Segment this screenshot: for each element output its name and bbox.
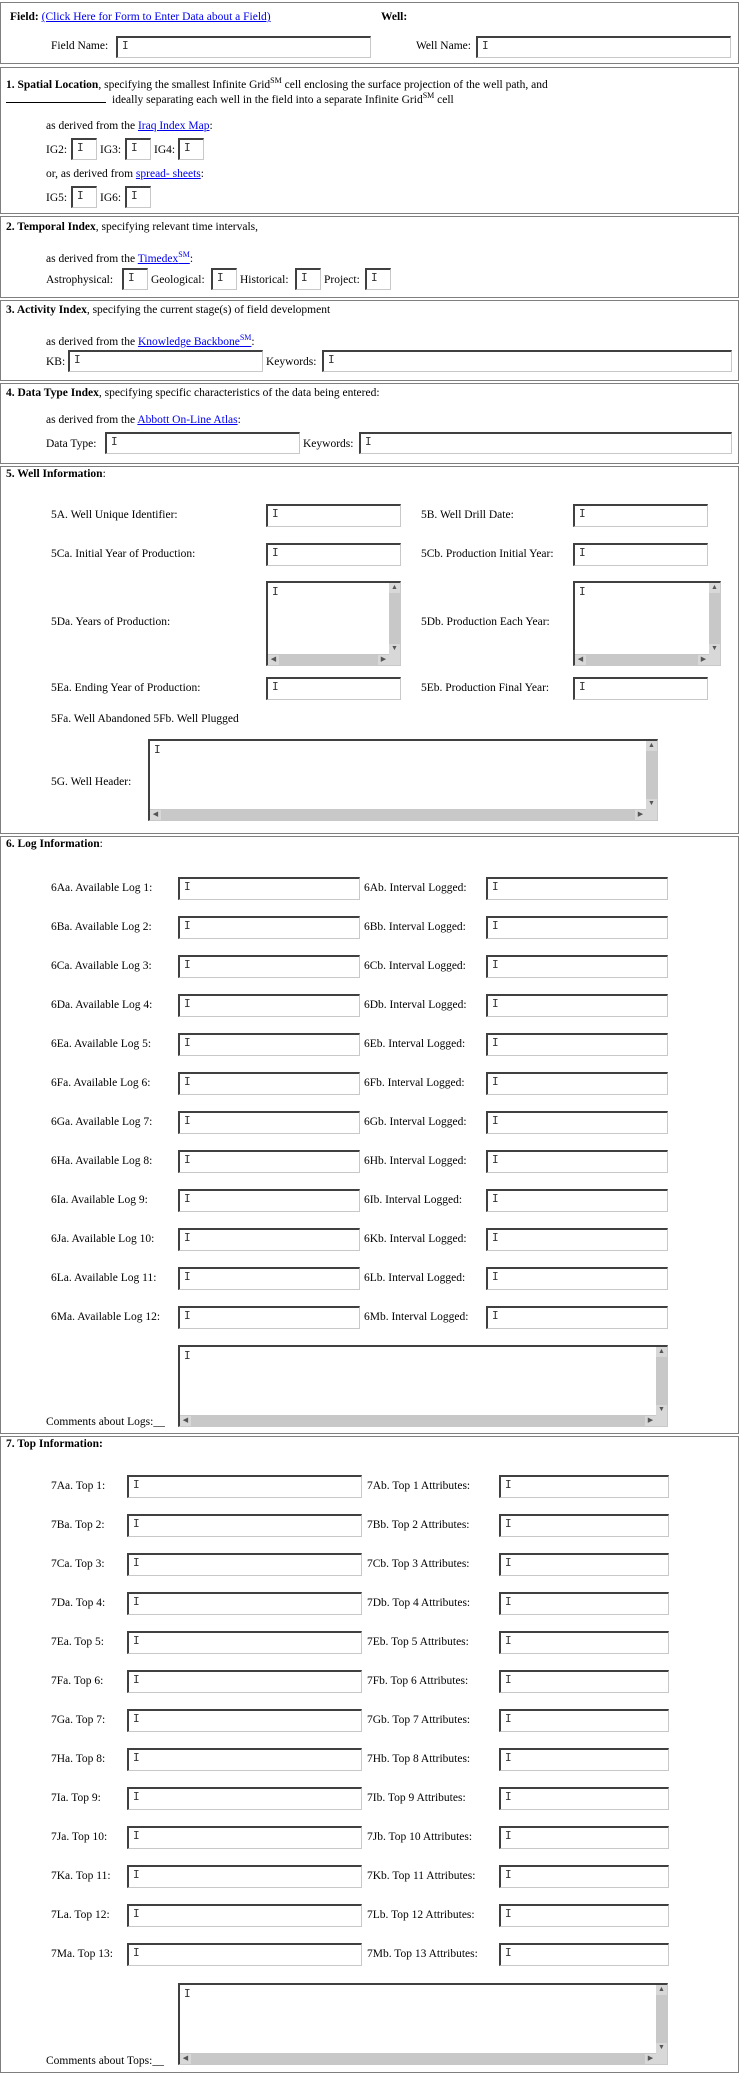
interval-logged-input[interactable] (486, 1189, 668, 1212)
top-attributes-label: 7Db. Top 4 Attributes: (367, 1597, 471, 1609)
top-input[interactable] (127, 1553, 362, 1576)
production-each-year-textarea[interactable]: I ▲ ▼ ◀ ▶ (573, 581, 721, 666)
top-label: 7Ja. Top 10: (51, 1831, 108, 1843)
production-each-year-label: 5Db. Production Each Year: (421, 616, 550, 628)
interval-logged-input[interactable] (486, 877, 668, 900)
well-unique-id-input[interactable] (266, 504, 401, 527)
project-label: Project: (324, 274, 360, 286)
interval-logged-label: 6Ib. Interval Logged: (364, 1194, 463, 1206)
initial-year-production-input[interactable] (266, 543, 401, 566)
spatial-location-section (0, 67, 739, 214)
available-log-input[interactable] (178, 1150, 360, 1173)
production-final-year-input[interactable] (573, 677, 708, 700)
abandoned-plugged-label: 5Fa. Well Abandoned 5Fb. Well Plugged (51, 713, 239, 725)
interval-logged-label: 6Gb. Interval Logged: (364, 1116, 467, 1128)
available-log-label: 6Ja. Available Log 10: (51, 1233, 155, 1245)
top-attributes-label: 7Cb. Top 3 Attributes: (367, 1558, 470, 1570)
interval-logged-label: 6Lb. Interval Logged: (364, 1272, 466, 1284)
interval-logged-label: 6Mb. Interval Logged: (364, 1311, 469, 1323)
scroll-right-arrow-icon[interactable]: ▶ (645, 1416, 656, 1426)
log-comments-label: Comments about Logs:__ (46, 1416, 165, 1428)
scroll-up-arrow-icon[interactable]: ▲ (656, 1985, 667, 1995)
well-name-input[interactable] (476, 36, 731, 58)
interval-logged-input[interactable] (486, 1306, 668, 1329)
top-attributes-label: 7Hb. Top 8 Attributes: (367, 1753, 471, 1765)
scroll-up-arrow-icon[interactable]: ▲ (709, 583, 720, 593)
available-log-input[interactable] (178, 1072, 360, 1095)
astrophysical-label: Astrophysical: (46, 274, 114, 286)
available-log-input[interactable] (178, 1267, 360, 1290)
top-attributes-label: 7Eb. Top 5 Attributes: (367, 1636, 469, 1648)
top-attributes-label: 7Ab. Top 1 Attributes: (367, 1480, 471, 1492)
spread-sheets-link[interactable]: spread- sheets (135, 168, 201, 180)
ig2-label: IG2: (46, 144, 68, 156)
available-log-label: 6Ha. Available Log 8: (51, 1155, 153, 1167)
top-attributes-input[interactable] (499, 1592, 669, 1615)
interval-logged-label: 6Cb. Interval Logged: (364, 960, 466, 972)
available-log-input[interactable] (178, 1189, 360, 1212)
abbott-atlas-link[interactable]: Abbott On-Line Atlas (137, 414, 238, 426)
datatype-derived-line: as derived from the Abbott On-Line Atlas: (46, 414, 241, 426)
scroll-left-arrow-icon[interactable]: ◀ (268, 655, 279, 665)
available-log-label: 6Fa. Available Log 6: (51, 1077, 151, 1089)
production-final-year-label: 5Eb. Production Final Year: (421, 682, 550, 694)
production-initial-year-label: 5Cb. Production Initial Year: (421, 548, 554, 560)
available-log-input[interactable] (178, 994, 360, 1017)
available-log-label: 6Ia. Available Log 9: (51, 1194, 148, 1206)
available-log-label: 6La. Available Log 11: (51, 1272, 157, 1284)
activity-description: 3. Activity Index, specifying the current stage(s) of field development (6, 304, 331, 316)
datatype-description: 4. Data Type Index, specifying specific characteristics of the data being entered: (6, 387, 380, 399)
field-heading (10, 10, 271, 24)
top-attributes-input[interactable] (499, 1709, 669, 1732)
top-attributes-input[interactable] (499, 1826, 669, 1849)
top-input[interactable] (127, 1592, 362, 1615)
scroll-left-arrow-icon[interactable]: ◀ (180, 1416, 191, 1426)
scroll-right-arrow-icon[interactable]: ▶ (635, 810, 646, 820)
top-input[interactable] (127, 1631, 362, 1654)
scroll-down-arrow-icon[interactable]: ▼ (389, 644, 400, 654)
scroll-up-arrow-icon[interactable]: ▲ (389, 583, 400, 593)
top-label: 7Ka. Top 11: (51, 1870, 111, 1882)
top-comments-label: Comments about Tops:__ (46, 2055, 164, 2067)
top-label: 7Ha. Top 8: (51, 1753, 106, 1765)
interval-logged-label: 6Ab. Interval Logged: (364, 882, 467, 894)
top-input[interactable] (127, 1943, 362, 1966)
available-log-label: 6Ga. Available Log 7: (51, 1116, 153, 1128)
top-attributes-label: 7Lb. Top 12 Attributes: (367, 1909, 475, 1921)
scroll-right-arrow-icon[interactable]: ▶ (378, 655, 389, 665)
interval-logged-label: 6Bb. Interval Logged: (364, 921, 466, 933)
kb-label: KB: (46, 356, 66, 368)
ig4-input[interactable] (178, 138, 204, 160)
interval-logged-input[interactable] (486, 916, 668, 939)
available-log-label: 6Aa. Available Log 1: (51, 882, 153, 894)
available-log-label: 6Ca. Available Log 3: (51, 960, 152, 972)
top-input[interactable] (127, 1709, 362, 1732)
ending-year-production-input[interactable] (266, 677, 401, 700)
interval-logged-input[interactable] (486, 1033, 668, 1056)
well-label: Well: (381, 11, 408, 23)
interval-logged-input[interactable] (486, 1111, 668, 1134)
scroll-left-arrow-icon[interactable]: ◀ (575, 655, 586, 665)
top-attributes-label: 7Mb. Top 13 Attributes: (367, 1948, 478, 1960)
top-input[interactable] (127, 1787, 362, 1810)
header-section (0, 2, 739, 64)
scroll-right-arrow-icon[interactable]: ▶ (645, 2054, 656, 2064)
top-attributes-input[interactable] (499, 1670, 669, 1693)
top-attributes-label: 7Gb. Top 7 Attributes: (367, 1714, 471, 1726)
interval-logged-input[interactable] (486, 1072, 668, 1095)
years-of-production-label: 5Da. Years of Production: (51, 616, 171, 628)
years-of-production-textarea[interactable]: I ▲ ▼ ◀ ▶ (266, 581, 401, 666)
scroll-down-arrow-icon[interactable]: ▼ (656, 1405, 667, 1415)
activity-title: 3. Activity Index (6, 304, 87, 316)
interval-logged-input[interactable] (486, 1267, 668, 1290)
scroll-left-arrow-icon[interactable]: ◀ (150, 810, 161, 820)
interval-logged-input[interactable] (486, 994, 668, 1017)
scroll-down-arrow-icon[interactable]: ▼ (656, 2043, 667, 2053)
ig6-input[interactable] (125, 186, 151, 208)
spatial-description-line2: ideally separating each well in the field into a separate Infinite Grid℠ cell (6, 89, 454, 107)
interval-logged-input[interactable] (486, 1228, 668, 1251)
top-label: 7Ga. Top 7: (51, 1714, 106, 1726)
top-attributes-input[interactable] (499, 1904, 669, 1927)
field-name-label: Field Name: (51, 40, 109, 52)
scroll-up-arrow-icon[interactable]: ▲ (646, 741, 657, 751)
field-name-input[interactable] (116, 36, 371, 58)
top-attributes-label: 7Kb. Top 11 Attributes: (367, 1870, 476, 1882)
interval-logged-label: 6Hb. Interval Logged: (364, 1155, 467, 1167)
top-attributes-input[interactable] (499, 1943, 669, 1966)
top-label: 7Ea. Top 5: (51, 1636, 104, 1648)
historical-label: Historical: (240, 274, 289, 286)
top-label: 7La. Top 12: (51, 1909, 110, 1921)
data-type-label: Data Type: (46, 438, 97, 450)
geological-input[interactable] (211, 268, 237, 290)
activity-keywords-input[interactable] (322, 350, 732, 372)
top-attributes-input[interactable] (499, 1748, 669, 1771)
top-label: 7Ca. Top 3: (51, 1558, 105, 1570)
well-name-label: Well Name: (416, 40, 471, 52)
log-comments-textarea[interactable]: I ▲ ▼ ◀ ▶ (178, 1345, 668, 1427)
top-label: 7Ma. Top 13: (51, 1948, 113, 1960)
interval-logged-label: 6Fb. Interval Logged: (364, 1077, 465, 1089)
top-input[interactable] (127, 1826, 362, 1849)
knowledge-backbone-link[interactable]: Knowledge Backbone℠ (137, 333, 252, 348)
well-information-section (0, 466, 739, 834)
top-input[interactable] (127, 1748, 362, 1771)
available-log-input[interactable] (178, 916, 360, 939)
activity-index-section (0, 300, 739, 381)
top-label: 7Ia. Top 9: (51, 1792, 101, 1804)
top-label: 7Ba. Top 2: (51, 1519, 105, 1531)
available-log-label: 6Ma. Available Log 12: (51, 1311, 161, 1323)
well-drill-date-label: 5B. Well Drill Date: (421, 509, 514, 521)
top-input[interactable] (127, 1514, 362, 1537)
scroll-left-arrow-icon[interactable]: ◀ (180, 2054, 191, 2064)
scroll-down-arrow-icon[interactable]: ▼ (646, 799, 657, 809)
available-log-input[interactable] (178, 1033, 360, 1056)
interval-logged-label: 6Db. Interval Logged: (364, 999, 467, 1011)
historical-input[interactable] (295, 268, 321, 290)
available-log-input[interactable] (178, 1306, 360, 1329)
data-type-input[interactable] (105, 432, 300, 454)
iraq-index-map-link[interactable]: Iraq Index Map (137, 120, 210, 132)
interval-logged-input[interactable] (486, 955, 668, 978)
top-input[interactable] (127, 1865, 362, 1888)
kb-input[interactable] (68, 350, 263, 372)
temporal-derived-line: as derived from the Timedex℠: (46, 250, 194, 265)
top-comments-textarea[interactable]: I ▲ ▼ ◀ ▶ (178, 1983, 668, 2065)
timedex-link[interactable]: Timedex℠ (137, 250, 190, 265)
ig3-label: IG3: (100, 144, 122, 156)
top-input[interactable] (127, 1904, 362, 1927)
well-header-label: 5G. Well Header: (51, 776, 132, 788)
available-log-label: 6Ea. Available Log 5: (51, 1038, 152, 1050)
ending-year-production-label: 5Ea. Ending Year of Production: (51, 682, 201, 694)
top-attributes-input[interactable] (499, 1553, 669, 1576)
top-input[interactable] (127, 1670, 362, 1693)
datatype-keywords-input[interactable] (359, 432, 732, 454)
top-attributes-input[interactable] (499, 1865, 669, 1888)
top-input[interactable] (127, 1475, 362, 1498)
temporal-description: 2. Temporal Index, specifying relevant time intervals, (6, 221, 259, 233)
top-label: 7Aa. Top 1: (51, 1480, 106, 1492)
available-log-label: 6Ba. Available Log 2: (51, 921, 152, 933)
top-label: 7Da. Top 4: (51, 1597, 106, 1609)
log-information-section (0, 836, 739, 1434)
temporal-index-section (0, 216, 739, 298)
top-label: 7Fa. Top 6: (51, 1675, 104, 1687)
ig2-input[interactable] (71, 138, 97, 160)
ig3-input[interactable] (125, 138, 151, 160)
ig5-input[interactable] (71, 186, 97, 208)
geological-label: Geological: (151, 274, 205, 286)
datatype-title: 4. Data Type Index (6, 387, 99, 399)
top-attributes-input[interactable] (499, 1631, 669, 1654)
spatial-derived-line2: or, as derived from spread- sheets: (46, 168, 204, 180)
scroll-up-arrow-icon[interactable]: ▲ (656, 1347, 667, 1357)
interval-logged-input[interactable] (486, 1150, 668, 1173)
top-attributes-input[interactable] (499, 1514, 669, 1537)
well-header-textarea[interactable]: I ▲ ▼ ◀ ▶ (148, 739, 658, 821)
top-information-section (0, 1436, 739, 2073)
astrophysical-input[interactable] (122, 268, 148, 290)
field-label: Field: (10, 11, 39, 23)
top-info-heading: 7. Top Information: (6, 1438, 103, 1450)
initial-year-production-label: 5Ca. Initial Year of Production: (51, 548, 196, 560)
interval-logged-label: 6Kb. Interval Logged: (364, 1233, 467, 1245)
spatial-description-line1: 1. Spatial Location, specifying the smallest Infinite Grid℠ cell enclosing the surface projection of the well path, and (6, 76, 548, 91)
spatial-derived-line1: as derived from the Iraq Index Map: (46, 120, 213, 132)
project-input[interactable] (365, 268, 391, 290)
ig4-label: IG4: (154, 144, 176, 156)
top-attributes-label: 7Fb. Top 6 Attributes: (367, 1675, 469, 1687)
temporal-title: 2. Temporal Index (6, 221, 96, 233)
field-form-link[interactable]: (Click Here for Form to Enter Data about a Field) (41, 11, 271, 23)
top-attributes-label: 7Bb. Top 2 Attributes: (367, 1519, 470, 1531)
ig5-label: IG5: (46, 192, 68, 204)
log-info-heading: 6. Log Information: (6, 838, 103, 850)
available-log-input[interactable] (178, 955, 360, 978)
well-unique-id-label: 5A. Well Unique Identifier: (51, 509, 178, 521)
production-initial-year-input[interactable] (573, 543, 708, 566)
activity-keywords-label: Keywords: (266, 356, 317, 368)
top-attributes-input[interactable] (499, 1787, 669, 1810)
top-attributes-label: 7Jb. Top 10 Attributes: (367, 1831, 473, 1843)
interval-logged-label: 6Eb. Interval Logged: (364, 1038, 466, 1050)
available-log-input[interactable] (178, 1111, 360, 1134)
top-attributes-label: 7Ib. Top 9 Attributes: (367, 1792, 466, 1804)
ig6-label: IG6: (100, 192, 122, 204)
datatype-keywords-label: Keywords: (303, 438, 354, 450)
activity-derived-line: as derived from the Knowledge Backbone℠: (46, 333, 255, 348)
data-type-index-section (0, 383, 739, 464)
available-log-input[interactable] (178, 1228, 360, 1251)
available-log-input[interactable] (178, 877, 360, 900)
spatial-title: 1. Spatial Location (6, 78, 99, 91)
available-log-label: 6Da. Available Log 4: (51, 999, 153, 1011)
scroll-right-arrow-icon[interactable]: ▶ (698, 655, 709, 665)
top-attributes-input[interactable] (499, 1475, 669, 1498)
well-info-heading: 5. Well Information: (6, 468, 106, 480)
well-drill-date-input[interactable] (573, 504, 708, 527)
scroll-down-arrow-icon[interactable]: ▼ (709, 644, 720, 654)
